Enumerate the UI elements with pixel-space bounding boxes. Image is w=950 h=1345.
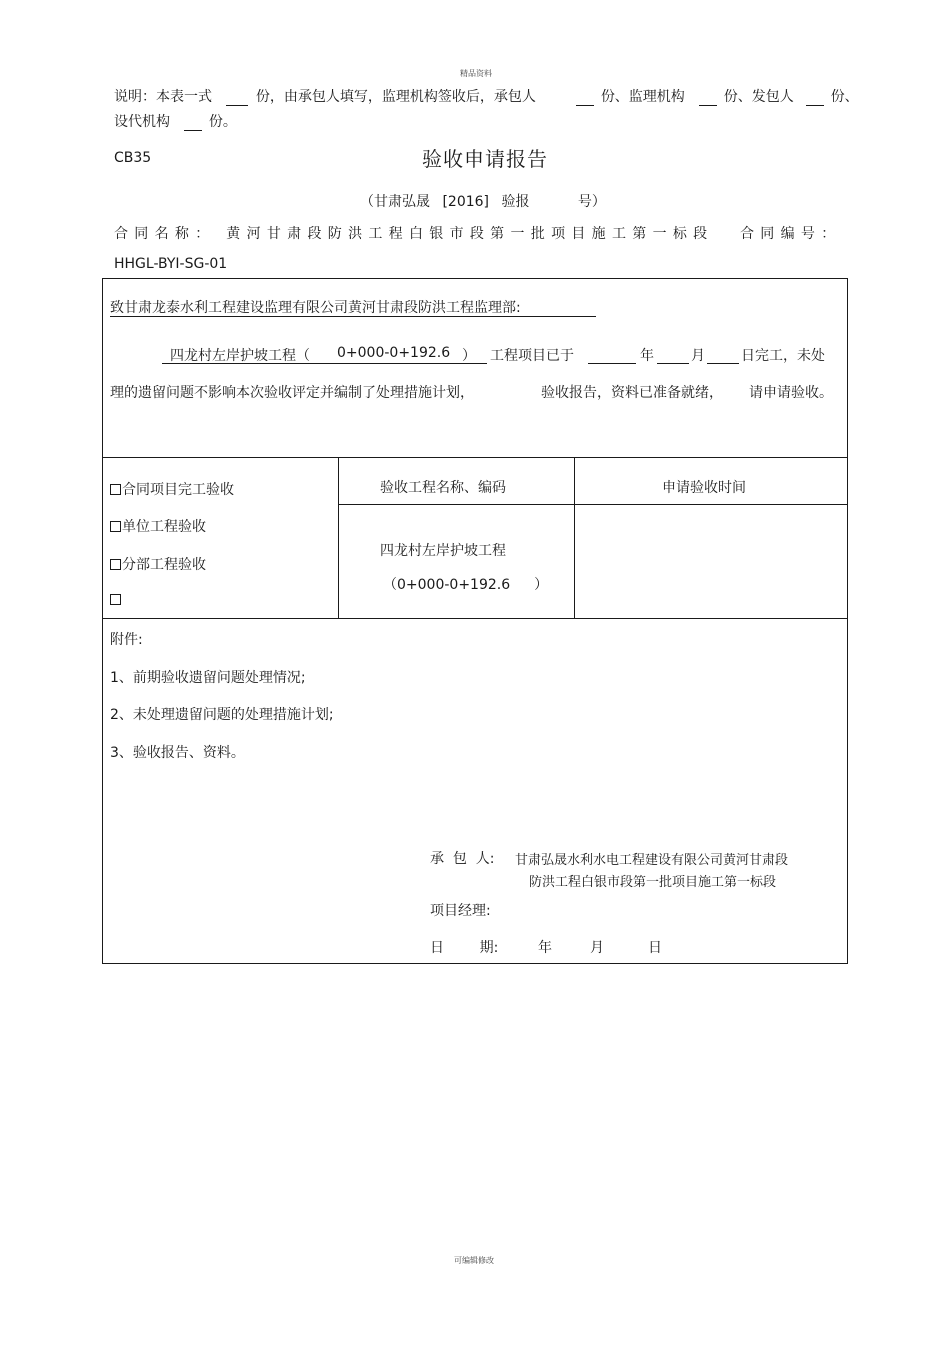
blank-copies-total[interactable] — [226, 91, 248, 106]
form-code: CB35 — [114, 150, 152, 166]
recipient: 致甘肃龙泰水利工程建设监理有限公司黄河甘肃段防洪工程监理部: — [110, 300, 521, 316]
body-text: 验收报告，资料已准备就绪， — [541, 385, 723, 401]
recipient-underline — [110, 316, 596, 317]
page-title: 验收申请报告 — [422, 147, 548, 171]
date-label: 日 期: — [430, 940, 499, 956]
month-label: 月 — [691, 348, 705, 364]
attachment-item: 1、前期验收遗留问题处理情况; — [110, 670, 306, 686]
report-number-open: （甘肃弘晟 — [360, 194, 430, 210]
attachment-item: 2、未处理遗留问题的处理措施计划; — [110, 707, 334, 723]
acceptance-type-other[interactable] — [110, 592, 122, 608]
contract-name-label: 合同名称： — [114, 226, 216, 242]
checkbox-icon[interactable] — [110, 484, 121, 495]
year-blank[interactable] — [588, 363, 636, 364]
blank-copies-contractor[interactable] — [576, 91, 594, 106]
project-name-cell: 四龙村左岸护坡工程 — [380, 543, 506, 559]
report-number — [360, 191, 606, 211]
instructions-text: 设代机构 — [114, 114, 170, 130]
instructions-line-2 — [114, 111, 237, 131]
report-number-year: [2016] — [442, 194, 490, 210]
instructions-text: 说明：本表一式 — [114, 89, 212, 105]
contract-name-value: 黄河甘肃段防洪工程白银市段第一批项目施工第一标段 — [226, 226, 714, 242]
column-divider — [338, 457, 339, 618]
checkbox-icon[interactable] — [110, 521, 121, 532]
day-blank[interactable] — [707, 363, 739, 364]
blank-copies-design-rep[interactable] — [184, 116, 202, 131]
month-blank[interactable] — [657, 363, 689, 364]
instructions-text: 份、 — [830, 89, 859, 105]
project-range: 0+000-0+192.6 — [337, 345, 451, 361]
column-header-project: 验收工程名称、编码 — [380, 480, 506, 496]
column-divider — [574, 457, 575, 618]
project-underline — [162, 363, 487, 364]
date-day-label: 日 — [648, 940, 662, 956]
contract-number-label: 合同编号： — [740, 226, 842, 242]
blank-copies-employer[interactable] — [806, 91, 824, 106]
body-text: 请申请验收。 — [749, 385, 833, 401]
checkbox-icon[interactable] — [110, 559, 121, 570]
contractor-name-line-2: 防洪工程白银市段第一批项目施工第一标段 — [529, 875, 777, 890]
body-text: 理的遗留问题不影响本次验收评定并编制了处理措施计划， — [110, 385, 474, 401]
section-divider — [102, 618, 848, 619]
report-number-type: 验报 — [501, 194, 530, 210]
contract-number-value: HHGL-BYI-SG-01 — [114, 256, 228, 272]
blank-copies-supervisor[interactable] — [699, 91, 717, 106]
project-manager-label: 项目经理: — [430, 903, 491, 919]
day-label: 日完工，未处 — [741, 348, 825, 364]
date-month-label: 月 — [590, 940, 604, 956]
contractor-name-line-1: 甘肃弘晟水利水电工程建设有限公司黄河甘肃段 — [515, 853, 789, 868]
attachments-label: 附件: — [110, 632, 143, 648]
acceptance-type-contract[interactable]: 合同项目完工验收 — [110, 479, 234, 499]
acceptance-type-unit[interactable]: 单位工程验收 — [110, 516, 206, 536]
instructions-text: 份，由承包人填写，监理机构签收后，承包人 — [255, 89, 536, 105]
contract-name-row — [114, 223, 713, 243]
instructions-line-1 — [114, 86, 859, 106]
completed-text: 工程项目已于 — [490, 348, 574, 364]
report-number-close: 号） — [577, 194, 606, 210]
table-header-divider — [338, 504, 848, 505]
project-suffix: ） — [462, 348, 476, 364]
page-footer-note: 可编辑修改 — [454, 1256, 494, 1265]
section-divider — [102, 457, 848, 458]
project-code-cell: （0+000-0+192.6 ） — [383, 577, 549, 593]
instructions-text: 份、发包人 — [723, 89, 794, 105]
checkbox-icon[interactable] — [110, 594, 121, 605]
page-header-note: 精品资料 — [460, 69, 492, 78]
contractor-label: 承 包 人: — [430, 851, 495, 867]
year-label: 年 — [640, 348, 654, 364]
project-prefix: 四龙村左岸护坡工程（ — [170, 348, 310, 364]
instructions-text: 份。 — [208, 114, 237, 130]
date-year-label: 年 — [538, 940, 552, 956]
column-header-time: 申请验收时间 — [662, 480, 746, 496]
instructions-text: 份、监理机构 — [600, 89, 685, 105]
attachment-item: 3、验收报告、资料。 — [110, 745, 245, 761]
acceptance-type-section[interactable]: 分部工程验收 — [110, 554, 206, 574]
